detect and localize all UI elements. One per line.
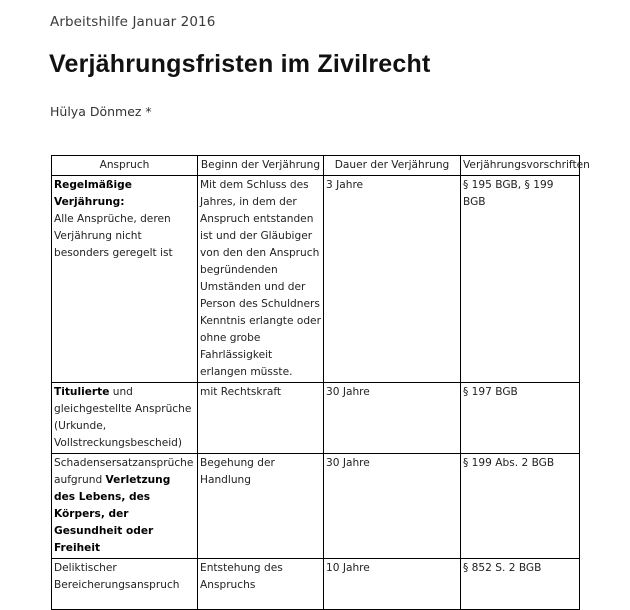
document-header: Arbeitshilfe Januar 2016 [50,14,216,30]
table-row [52,176,580,383]
column-header-claim: Anspruch [52,156,198,176]
claim-cell: Deliktischer Bereicherungsanspruch [52,559,198,610]
author-line: Hülya Dönmez * [50,104,152,119]
column-header-begin: Beginn der Verjährung [198,156,324,176]
rule-cell: § 852 S. 2 BGB [461,559,580,610]
column-header-rule: Verjährungsvorschriften [461,156,580,176]
limitation-periods-table [51,155,590,610]
table-row [52,383,580,454]
claim-text: Alle Ansprüche, deren Verjährung nicht besonders geregelt ist [54,213,173,259]
begin-cell: Entstehung des Anspruchs [198,559,324,610]
begin-cell: mit Rechtskraft [198,383,324,454]
claim-cell [52,454,198,559]
claim-cell [52,176,198,383]
duration-cell: 30 Jahre [324,383,461,454]
rule-cell: § 195 BGB, § 199 BGB [461,176,580,383]
duration-cell: 10 Jahre [324,559,461,610]
claim-bold-text: Titulierte [54,386,110,398]
table-row [52,559,580,610]
duration-cell: 3 Jahre [324,176,461,383]
rule-cell: § 199 Abs. 2 BGB [461,454,580,559]
table-header-row [52,156,580,176]
duration-cell: 30 Jahre [324,454,461,559]
claim-text: Schadensersatzansprüche aufgrund [54,457,194,486]
claim-text: und gleichgestellte Ansprüche (Urkunde, Vollstreckungsbescheid) [54,386,192,449]
table-row [52,454,580,559]
rule-cell: § 197 BGB [461,383,580,454]
begin-cell: Mit dem Schluss des Jahres, in dem der Anspruch entstanden ist und der Gläubiger von den den Anspruch begründenden Umständen und der Person des Schuldners Kenntnis erlangte oder ohne grobe Fahrlässigkeit erlangen müsste. [198,176,324,383]
begin-cell: Begehung der Handlung [198,454,324,559]
column-header-duration: Dauer der Verjährung [324,156,461,176]
claim-cell [52,383,198,454]
claim-bold-text: Verletzung des Lebens, des Körpers, der Gesundheit oder Freiheit [54,474,171,554]
document-title: Verjährungsfristen im Zivilrecht [49,50,431,78]
claim-bold-text: Regelmäßige Verjährung: [54,179,132,208]
